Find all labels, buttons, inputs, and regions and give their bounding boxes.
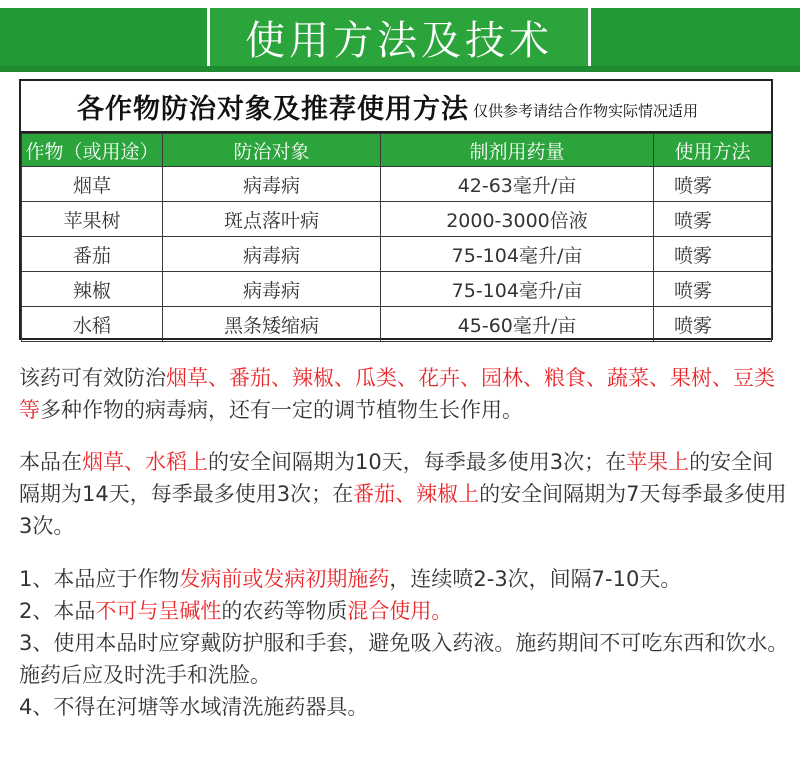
table-note: 仅供参考请结合作物实际情况适用 (473, 101, 699, 120)
table-row (22, 167, 772, 202)
cell-method: 喷雾 (654, 202, 772, 237)
usage-table (19, 79, 773, 340)
table-header-row (22, 134, 772, 167)
cell-target: 病毒病 (163, 237, 381, 272)
page-title: 使用方法及技术 (245, 17, 553, 64)
cell-target: 病毒病 (163, 272, 381, 307)
table-title: 各作物防治对象及推荐使用方法 (77, 93, 469, 125)
header-title-box (207, 8, 591, 66)
effect-text-start: 该药可有效防治 (19, 366, 166, 390)
table-row (22, 237, 772, 272)
cell-method: 喷雾 (654, 167, 772, 202)
table-row (22, 202, 772, 237)
cell-dosage: 75-104毫升/亩 (381, 272, 654, 307)
item2-text-mid: 的农药等物质 (221, 599, 348, 623)
item1-text-start: 1、本品应于作物 (19, 567, 180, 591)
table-row (22, 307, 772, 342)
cell-method: 喷雾 (654, 237, 772, 272)
safety-text-4: 的安全间隔期为7天每季最多使用3次。 (19, 482, 787, 538)
dosage-table (21, 133, 772, 342)
cell-target: 斑点落叶病 (163, 202, 381, 237)
header-banner (0, 0, 800, 72)
cell-crop: 苹果树 (22, 202, 163, 237)
cell-dosage: 45-60毫升/亩 (381, 307, 654, 342)
item2-highlight-1: 不可与呈碱性 (95, 599, 222, 623)
table-row (22, 272, 772, 307)
safety-interval-paragraph (19, 446, 789, 542)
list-item (19, 595, 789, 627)
cell-method: 喷雾 (654, 307, 772, 342)
column-header-dosage: 制剂用药量 (381, 134, 654, 167)
cell-dosage: 75-104毫升/亩 (381, 237, 654, 272)
safety-highlight-3: 番茄、辣椒上 (353, 482, 480, 506)
cell-crop: 烟草 (22, 167, 163, 202)
list-item: 3、使用本品时应穿戴防护服和手套，避免吸入药液。施药期间不可吃东西和饮水。施药后应及时洗手和洗脸。 (19, 631, 789, 687)
cell-crop: 番茄 (22, 237, 163, 272)
column-header-method: 使用方法 (654, 134, 772, 167)
item1-highlight: 发病前或发病初期施药 (179, 567, 390, 591)
safety-highlight-2: 苹果上 (626, 450, 690, 474)
safety-text-2: 的安全间隔期为10天，每季最多使用3次；在 (208, 450, 627, 474)
instructions-list (19, 563, 789, 723)
cell-method: 喷雾 (654, 272, 772, 307)
effect-text-end: 多种作物的病毒病，还有一定的调节植物生长作用。 (40, 398, 523, 422)
cell-crop: 辣椒 (22, 272, 163, 307)
effect-crops-highlight: 烟草、番茄、辣椒、瓜类、花卉、园林、粮食、蔬菜、果树、豆类等 (19, 366, 775, 422)
table-title-row (21, 81, 771, 133)
list-item: 4、不得在河塘等水域清洗施药器具。 (19, 695, 369, 719)
list-item (19, 563, 789, 595)
cell-dosage: 2000-3000倍液 (381, 202, 654, 237)
safety-text-1: 本品在 (19, 450, 82, 474)
safety-text-3: 的安全间隔期为14天，每季最多使用3次；在 (19, 450, 774, 506)
column-header-target: 防治对象 (163, 134, 381, 167)
safety-highlight-1: 烟草、水稻上 (82, 450, 208, 474)
cell-target: 黑条矮缩病 (163, 307, 381, 342)
cell-target: 病毒病 (163, 167, 381, 202)
item2-text-start: 2、本品 (19, 599, 96, 623)
column-header-crop: 作物（或用途） (22, 134, 163, 167)
cell-crop: 水稻 (22, 307, 163, 342)
item2-highlight-2: 混合使用。 (347, 599, 453, 623)
effect-paragraph (19, 362, 789, 426)
item1-text-end: ，连续喷2-3次，间隔7-10天。 (389, 567, 682, 591)
cell-dosage: 42-63毫升/亩 (381, 167, 654, 202)
